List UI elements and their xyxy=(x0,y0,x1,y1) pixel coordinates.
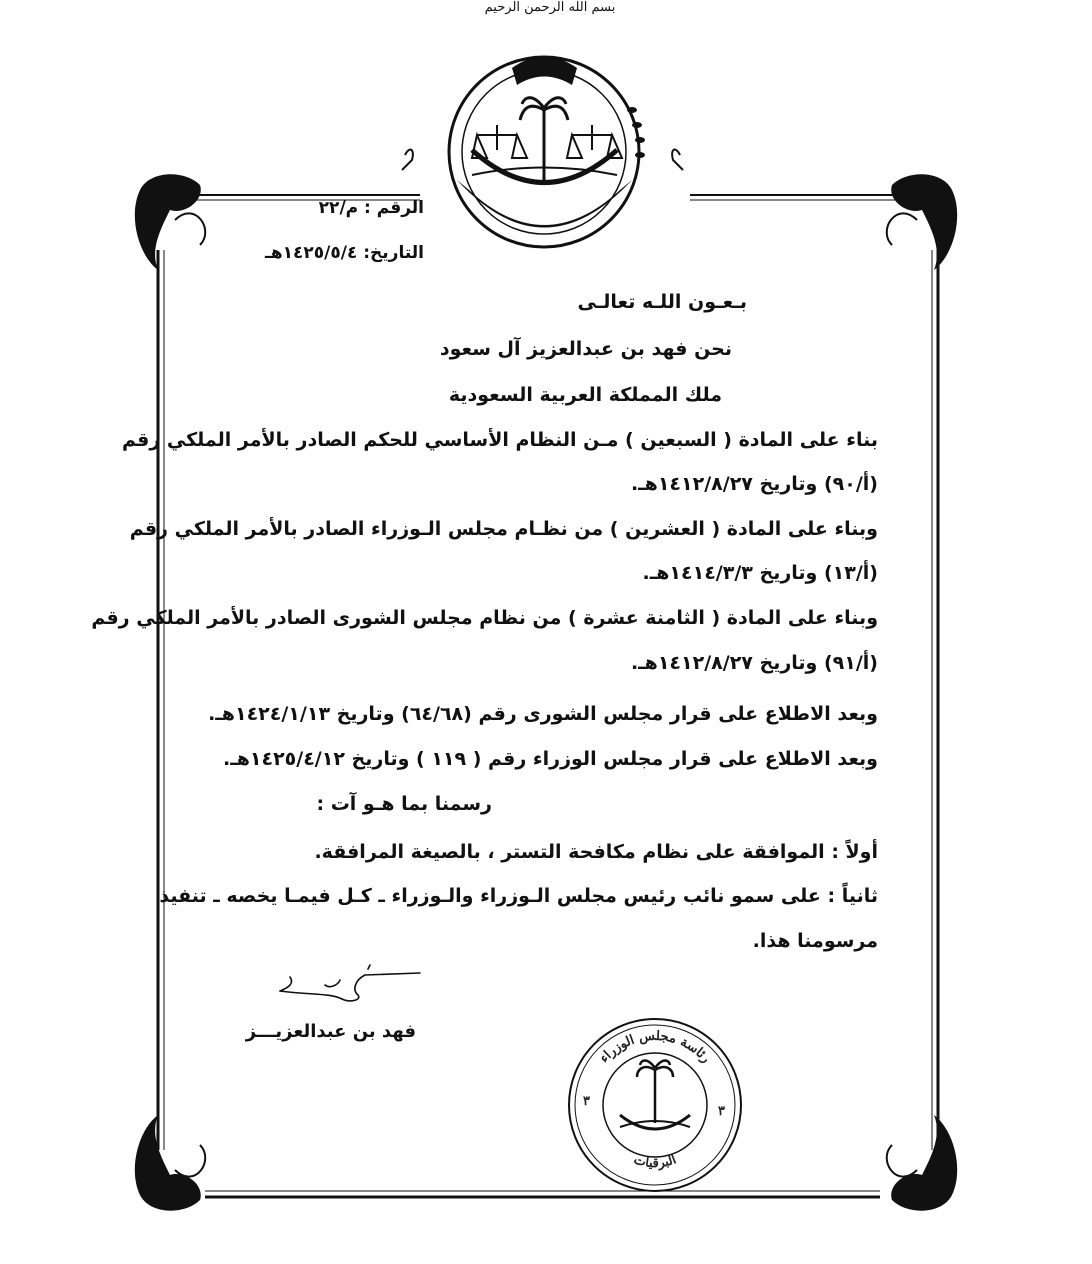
svg-text:٣: ٣ xyxy=(718,1104,725,1119)
handwritten-signature xyxy=(270,955,430,1015)
preamble-line: وبعد الاطلاع على قرار مجلس الوزراء رقم ( ١١٩ ) وتاريخ ١٤٢٥/٤/١٢هـ. xyxy=(222,748,878,770)
reference-number: الرقم : م/٢٢ xyxy=(318,198,424,218)
preamble-line: وبناء على المادة ( الثامنة عشرة ) من نظام مجلس الشورى الصادر بالأمر الملكي رقم xyxy=(91,607,878,629)
svg-text:٣: ٣ xyxy=(583,1094,590,1109)
title-line: ملك المملكة العربية السعودية xyxy=(448,384,722,406)
decree-heading: رسمنا بما هـو آت : xyxy=(316,793,492,815)
preamble-line: وبناء على المادة ( العشرين ) من نظـام مجلس الـوزراء الصادر بالأمر الملكي رقم xyxy=(129,518,878,540)
decree-item-first: أولاً : الموافقة على نظام مكافحة التستر ، بالصيغة المرافقة. xyxy=(314,841,878,863)
official-stamp xyxy=(565,1015,745,1195)
invocation-line: بـعـون اللـه تعالـى xyxy=(577,291,747,313)
royal-emblem xyxy=(432,40,657,250)
reference-date: التاريخ: ١٤٢٥/٥/٤هـ xyxy=(265,243,424,263)
preamble-line: (أ/٩٠) وتاريخ ١٤١٢/٨/٢٧هـ. xyxy=(630,473,878,495)
corner-ornaments xyxy=(91,174,957,1210)
signatory-name: فهد بن عبدالعزيـــز xyxy=(245,1021,416,1042)
preamble-line: (أ/٩١) وتاريخ ١٤١٢/٨/٢٧هـ. xyxy=(630,652,878,674)
svg-text:رئاسة مجلس الوزراء: رئاسة مجلس الوزراء xyxy=(596,1028,714,1067)
decree-item-second-cont: مرسومنا هذا. xyxy=(752,930,878,952)
preamble-line: بناء على المادة ( السبعين ) مـن النظام الأساسي للحكم الصادر بالأمر الملكي رقم xyxy=(122,429,878,451)
preamble-line: وبعد الاطلاع على قرار مجلس الشورى رقم (٦٤/٦٨) وتاريخ ١٤٢٤/١/١٣هـ. xyxy=(208,703,878,725)
issuer-line: نحن فهد بن عبدالعزيز آل سعود xyxy=(439,338,732,360)
decree-item-second: ثانياً : على سمو نائب رئيس مجلس الـوزراء والـوزراء ـ كـل فيمـا يخصه ـ تنفيذ xyxy=(159,885,878,907)
basmala: بسم الله الرحمن الرحيم xyxy=(484,0,616,15)
preamble-line: (أ/١٣) وتاريخ ١٤١٤/٣/٣هـ. xyxy=(642,562,878,584)
svg-text:البرقيات: البرقيات xyxy=(631,1152,679,1172)
